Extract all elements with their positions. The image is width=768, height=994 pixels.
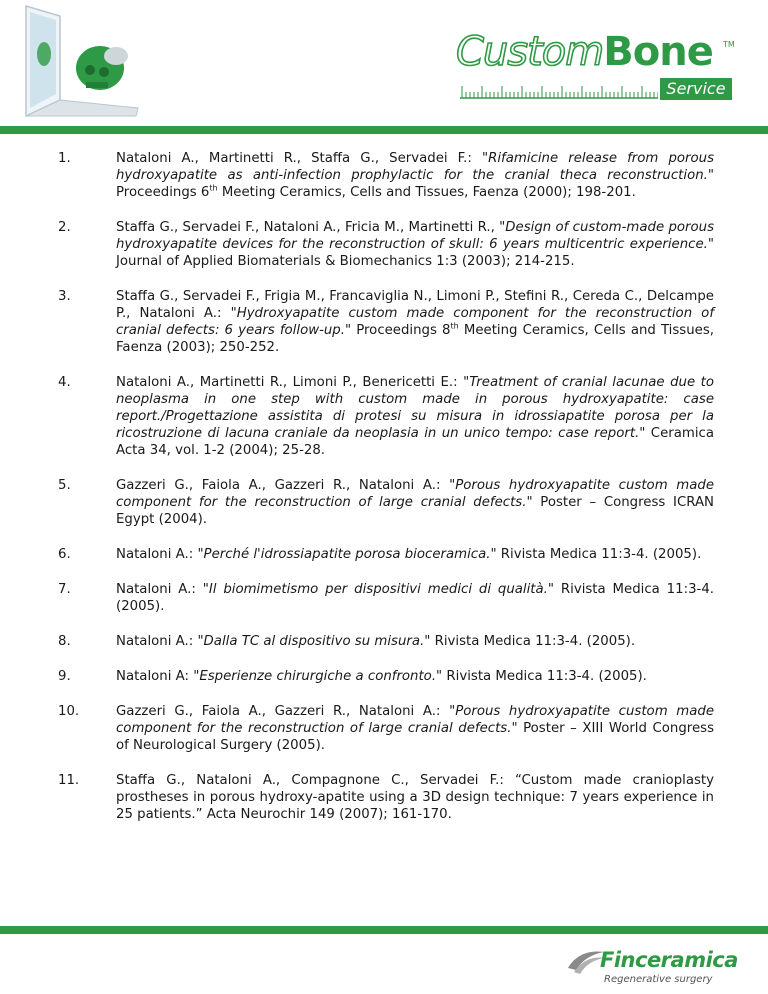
reference-item <box>58 581 714 615</box>
reference-number: 11. <box>58 773 80 788</box>
reference-text <box>116 477 714 528</box>
reference-source: Poster – Congress ICRAN Egypt (2004). <box>116 495 714 527</box>
reference-source: Poster – XIII World Congress of Neurological Surgery (2005). <box>116 721 714 753</box>
reference-title: "Treatment of cranial lacunae due to neoplasma in one step with custom made in porous hydroxyapatite: case report./Progettazione assistita di protesi su misura in idrossiapatite porosa per la ricostruzione di lacuna craniale da neoplasia in un unico tempo: case report." <box>116 375 714 441</box>
reference-text <box>116 703 714 754</box>
reference-authors: Nataloni A.: <box>116 582 203 597</box>
reference-number: 10. <box>58 704 80 719</box>
reference-item <box>58 633 714 650</box>
finceramica-logo <box>560 942 740 992</box>
reference-number: 9. <box>58 669 71 684</box>
reference-item <box>58 150 714 201</box>
company-name: Finceramica <box>600 948 738 972</box>
logo-trademark: TM <box>723 40 735 49</box>
reference-item <box>58 546 714 563</box>
reference-ordinal-suffix: th <box>209 183 218 193</box>
reference-list <box>58 150 714 841</box>
reference-item <box>58 477 714 528</box>
footer-divider <box>0 926 768 934</box>
reference-number: 6. <box>58 547 71 562</box>
ruler-graphic <box>460 82 658 100</box>
reference-text <box>116 219 714 270</box>
reference-source: Proceedings 8 <box>351 323 451 338</box>
laptop-skull-illustration <box>20 4 140 122</box>
reference-text <box>116 150 714 201</box>
reference-text <box>116 772 714 823</box>
reference-source: Rivista Medica 11:3-4. (2005). <box>496 547 702 562</box>
reference-authors: Staffa G., Nataloni A., Compagnone C., Servadei F.: “Custom made cranioplasty prostheses in porous hydroxy-apatite using a 3D design technique: 7 years experience in 25 patients.” Acta Neurochir 149 (2007); 161-170. <box>116 773 714 822</box>
reference-title: "Hydroxyapatite custom made component for the reconstruction of cranial defects: 6 years follow-up." <box>116 306 715 338</box>
reference-authors: Staffa G., Servadei F., Nataloni A., Fricia M., Martinetti R., <box>116 220 500 235</box>
logo-bone-text: Bone <box>603 29 713 75</box>
reference-number: 5. <box>58 478 71 493</box>
logo-service-badge: Service <box>660 78 732 100</box>
reference-number: 4. <box>58 375 71 390</box>
reference-title: "Porous hydroxyapatite custom made component for the reconstruction of large cranial defects." <box>116 704 715 736</box>
reference-text <box>116 633 714 650</box>
reference-authors: Nataloni A: <box>116 669 194 684</box>
reference-title: "Esperienze chirurgiche a confronto." <box>193 669 443 684</box>
reference-title: "Rifamicine release from porous hydroxyapatite as anti-infection prophylactic for the cranial theca reconstruction." <box>116 151 714 183</box>
reference-text <box>116 288 714 356</box>
reference-source: Rivista Medica 11:3-4. (2005). <box>430 634 636 649</box>
reference-text <box>116 546 714 563</box>
reference-item <box>58 772 714 823</box>
reference-item <box>58 668 714 685</box>
reference-source: Journal of Applied Biomaterials & Biomechanics 1:3 (2003); 214-215. <box>116 254 575 269</box>
reference-number: 3. <box>58 289 71 304</box>
reference-number: 8. <box>58 634 71 649</box>
company-tagline: Regenerative surgery <box>604 974 713 985</box>
logo-custom-text: Custom <box>456 29 604 75</box>
reference-ordinal-suffix: th <box>450 321 459 331</box>
reference-number: 7. <box>58 582 71 597</box>
reference-title: "Design of custom-made porous hydroxyapatite devices for the reconstruction of skull: 6 years multicentric experience." <box>116 220 715 252</box>
reference-item <box>58 219 714 270</box>
reference-source-continued: Meeting Ceramics, Cells and Tissues, Faenza (2000); 198-201. <box>217 185 636 200</box>
reference-source-continued: Meeting Ceramics, Cells and Tissues, Faenza (2003); 250-252. <box>116 323 714 355</box>
reference-authors: Gazzeri G., Faiola A., Gazzeri R., Nataloni A.: <box>116 478 450 493</box>
reference-title: "Perché l'idrossiapatite porosa bioceramica." <box>197 547 497 562</box>
reference-source: Ceramica Acta 34, vol. 1-2 (2004); 25-28. <box>116 426 714 458</box>
reference-item <box>58 703 714 754</box>
reference-text <box>116 374 714 459</box>
reference-authors: Nataloni A.: <box>116 634 198 649</box>
reference-text <box>116 668 714 685</box>
reference-authors: Nataloni A., Martinetti R., Limoni P., Benericetti E.: <box>116 375 464 390</box>
page-header <box>0 0 768 135</box>
logo-title <box>456 28 713 76</box>
reference-number: 1. <box>58 151 71 166</box>
reference-title: "Il biomimetismo per dispositivi medici di qualità." <box>202 582 555 597</box>
reference-authors: Nataloni A.: <box>116 547 198 562</box>
reference-authors: Staffa G., Servadei F., Frigia M., Francaviglia N., Limoni P., Stefini R., Cereda C., Delcampe P., Nataloni A.: <box>116 289 714 321</box>
reference-source: Rivista Medica 11:3-4. (2005). <box>116 582 715 614</box>
reference-source: Rivista Medica 11:3-4. (2005). <box>442 669 647 684</box>
custombone-logo <box>456 29 736 104</box>
reference-number: 2. <box>58 220 71 235</box>
reference-item <box>58 374 714 459</box>
reference-title: "Porous hydroxyapatite custom made component for the reconstruction of large cranial defects." <box>116 478 715 510</box>
reference-item <box>58 288 714 356</box>
reference-authors: Gazzeri G., Faiola A., Gazzeri R., Nataloni A.: <box>116 704 450 719</box>
reference-authors: Nataloni A., Martinetti R., Staffa G., Servadei F.: <box>116 151 482 166</box>
reference-title: "Dalla TC al dispositivo su misura." <box>197 634 431 649</box>
reference-text <box>116 581 714 615</box>
reference-source: Proceedings 6 <box>116 185 210 200</box>
header-divider <box>0 126 768 134</box>
